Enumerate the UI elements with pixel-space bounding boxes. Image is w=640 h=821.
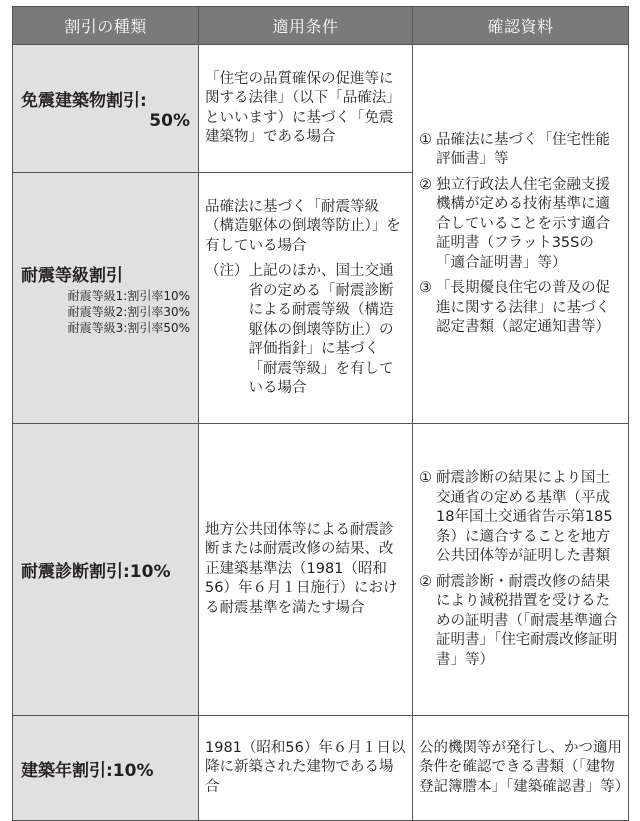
note-text: 上記のほか、国土交通省の定める「耐震診断による耐震等級（構造躯体の倒壊等防止）の評価指針」に基づく「耐震等級」を有している場合 <box>248 263 394 396</box>
note-label: （注） <box>205 263 249 279</box>
discount-type-cell <box>13 173 199 424</box>
discount-type-cell <box>13 45 199 173</box>
document-item <box>419 131 622 170</box>
discount-name: 耐震診断割引:10% <box>21 562 171 582</box>
document-item <box>419 573 622 671</box>
discount-type-cell <box>13 716 199 821</box>
item-number: ① <box>419 131 432 148</box>
condition-text: 1981（昭和56）年６月１日以降に新築された建物である場合 <box>205 739 406 795</box>
document-item <box>419 279 622 338</box>
table-row-seismic-isolation <box>13 45 629 173</box>
condition-cell <box>199 716 413 821</box>
header-row <box>13 7 629 45</box>
discount-rate: 50% <box>149 111 190 131</box>
item-text: 独立行政法人住宅金融支援機構が定める技術基準に適合していることを示す適合証明書（フラット35Sの「適合証明書」等） <box>436 176 610 271</box>
documents-cell <box>413 716 629 821</box>
item-number: ③ <box>419 280 432 296</box>
header-conditions: 適用条件 <box>199 7 413 45</box>
documents-text: 公的機関等が発行し、かつ適用条件を確認できる書類（「建物登記簿謄本」「建築確認書」等） <box>419 739 630 795</box>
item-text: 品確法に基づく「住宅性能評価書」等 <box>436 131 610 167</box>
header-documents: 確認資料 <box>413 7 629 45</box>
item-text: 耐震診断の結果により国土交通省の定める基準（平成18年国土交通省告示第185条）に適合することを地方公共団体等が証明した書類 <box>436 470 613 564</box>
item-number: ① <box>419 470 432 486</box>
grade-rate-item: 耐震等級3:割引率50% <box>67 320 190 335</box>
condition-note <box>205 262 406 399</box>
item-text: 「長期優良住宅の普及の促進に関する法律」に基づく認定書類（認定通知書等） <box>436 280 610 335</box>
discount-name: 建築年割引:10% <box>21 760 154 781</box>
discount-table <box>12 6 629 821</box>
item-number: ② <box>419 573 432 590</box>
condition-cell <box>199 424 413 716</box>
discount-name: 免震建築物割引: <box>21 91 147 111</box>
grade-rate-list <box>21 288 190 336</box>
condition-text: 「住宅の品質確保の促進等に関する法律」（以下「品確法」といいます）に基づく「免震建築物」である場合 <box>205 70 401 145</box>
condition-text: 品確法に基づく「耐震等級（構造躯体の倒壊等防止）」を有している場合 <box>205 198 401 254</box>
discount-name: 耐震等級割引 <box>21 265 123 286</box>
condition-cell <box>199 45 413 173</box>
grade-rate-item: 耐震等級2:割引率30% <box>67 304 190 319</box>
item-text: 耐震診断・耐震改修の結果により減税措置を受けるための証明書（「耐震基準適合証明書」「住宅耐震改修証明書」等） <box>436 573 618 668</box>
item-number: ② <box>419 176 432 193</box>
document-item <box>419 469 622 567</box>
table-row-seismic-diagnosis <box>13 424 629 716</box>
table-row-construction-year <box>13 716 629 821</box>
documents-cell <box>413 45 629 424</box>
discount-type-cell <box>13 424 199 716</box>
grade-rate-item: 耐震等級1:割引率10% <box>67 288 190 303</box>
condition-text: 地方公共団体等による耐震診断または耐震改修の結果、改正建築基準法（1981（昭和56）年６月１日施行）における耐震基準を満たす場合 <box>205 521 398 616</box>
header-discount-type: 割引の種類 <box>13 7 199 45</box>
documents-cell <box>413 424 629 716</box>
condition-cell <box>199 173 413 424</box>
document-item <box>419 176 622 274</box>
